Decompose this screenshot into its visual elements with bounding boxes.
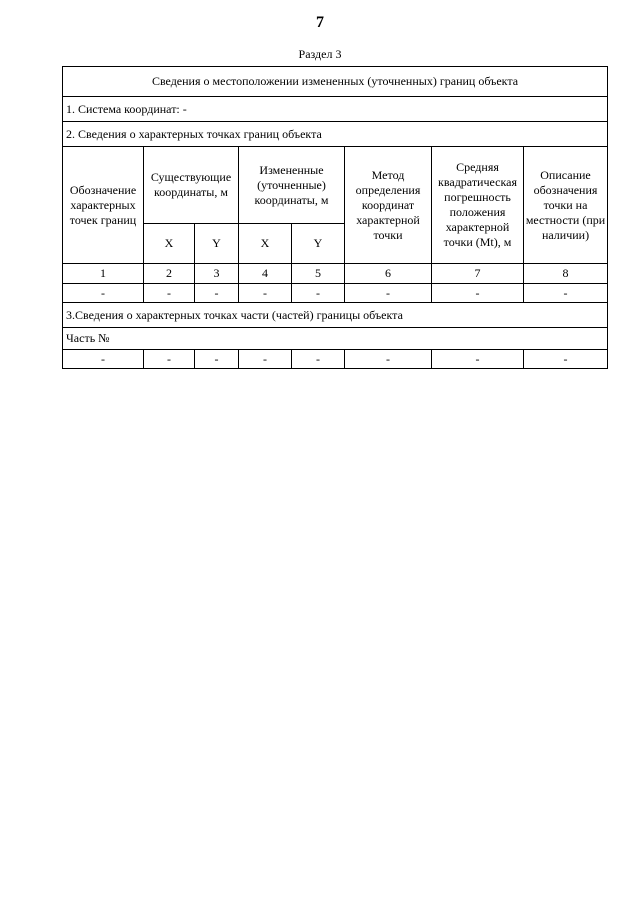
column-number: 1 — [63, 264, 144, 284]
table-cell: - — [144, 350, 195, 369]
table-title: Сведения о местоположении измененных (уточненных) границ объекта — [63, 67, 608, 97]
header-error: Средняя квадратическая погрешность положения характерной точки (Mt), м — [432, 147, 524, 264]
table-cell: - — [292, 284, 345, 303]
part-number-label: Часть № — [63, 328, 608, 350]
table-cell: - — [292, 350, 345, 369]
header-description: Описание обозначения точки на местности (при наличии) — [524, 147, 608, 264]
header-existing-y: Y — [195, 224, 239, 264]
table-cell: - — [195, 350, 239, 369]
column-number-row — [63, 264, 608, 284]
column-number: 8 — [524, 264, 608, 284]
part-section-header: 3.Сведения о характерных точках части (частей) границы объекта — [63, 303, 608, 328]
column-number: 3 — [195, 264, 239, 284]
header-changed-y: Y — [292, 224, 345, 264]
table-cell: - — [144, 284, 195, 303]
table-cell: - — [524, 284, 608, 303]
table-row — [63, 350, 608, 369]
header-changed-coordinates: Измененные (уточненные) координаты, м — [239, 147, 345, 224]
column-number: 7 — [432, 264, 524, 284]
table-cell: - — [345, 284, 432, 303]
column-number: 2 — [144, 264, 195, 284]
header-existing-x: X — [144, 224, 195, 264]
boundary-table — [62, 66, 608, 369]
table-cell: - — [63, 284, 144, 303]
column-number: 5 — [292, 264, 345, 284]
header-changed-x: X — [239, 224, 292, 264]
table-cell: - — [524, 350, 608, 369]
table-cell: - — [195, 284, 239, 303]
column-number: 4 — [239, 264, 292, 284]
points-section-header: 2. Сведения о характерных точках границ объекта — [63, 122, 608, 147]
table-cell: - — [432, 284, 524, 303]
table-cell: - — [432, 350, 524, 369]
header-method: Метод определения координат характерной точки — [345, 147, 432, 264]
table-cell: - — [239, 284, 292, 303]
table-cell: - — [63, 350, 144, 369]
table-cell: - — [239, 350, 292, 369]
page-number: 7 — [316, 14, 324, 31]
header-existing-coordinates: Существующие координаты, м — [144, 147, 239, 224]
table-row — [63, 284, 608, 303]
header-designation: Обозначение характерных точек границ — [63, 147, 144, 264]
coordinate-system-row: 1. Система координат: - — [63, 97, 608, 122]
table-cell: - — [345, 350, 432, 369]
section-title: Раздел 3 — [298, 47, 342, 61]
column-number: 6 — [345, 264, 432, 284]
